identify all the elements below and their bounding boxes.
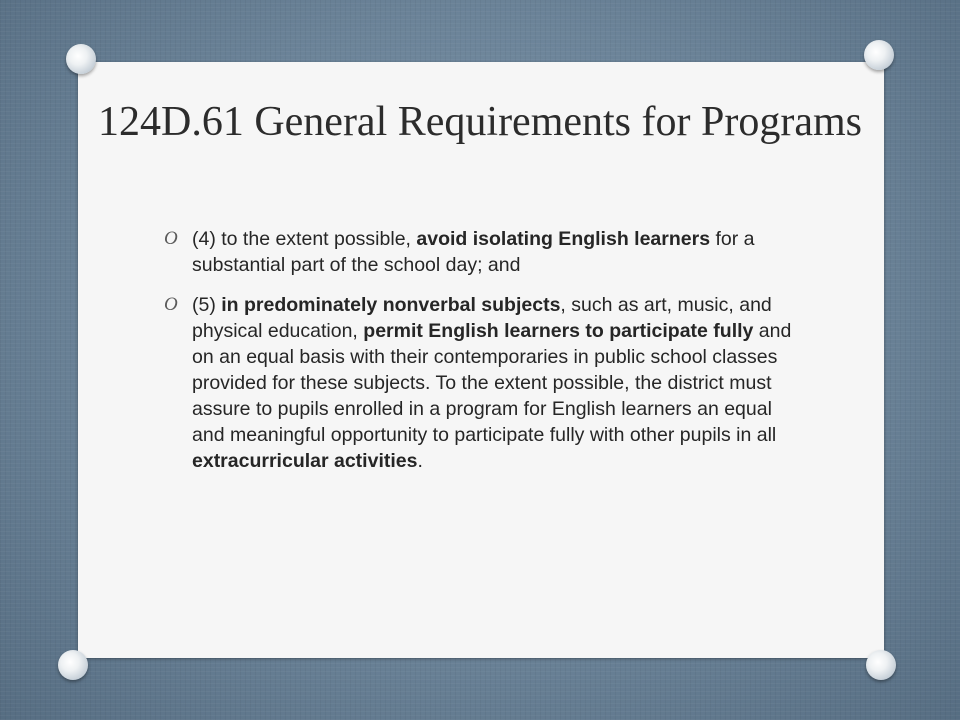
- bullet-list: [164, 226, 794, 488]
- bullet-text-segment-bold: in predominately nonverbal subjects: [221, 294, 561, 316]
- bullet-item: [164, 292, 794, 474]
- bullet-text-segment: and on an equal basis with their contemporaries in public school classes provided for these subjects. To the extent possible, the district must assure to pupils enrolled in a program for English learners an equal and meaningful opportunity to participate fully with other pupils in all: [192, 320, 792, 446]
- bullet-text: [192, 228, 754, 276]
- bullet-text-segment: .: [417, 450, 423, 472]
- bullet-text-segment-bold: permit English learners to participate fully: [363, 320, 754, 342]
- bullet-text: [192, 294, 791, 472]
- pushpin-icon: [866, 650, 896, 680]
- bullet-text-segment: for a substantial part of the school day; and: [192, 228, 755, 276]
- bullet-marker-icon: O: [164, 294, 178, 315]
- pushpin-icon: [66, 44, 96, 74]
- bullet-text-segment-bold: avoid isolating English learners: [416, 228, 711, 250]
- pushpin-icon: [58, 650, 88, 680]
- pushpin-icon: [864, 40, 894, 70]
- bullet-text-segment-bold: extracurricular activities: [192, 450, 418, 472]
- slide-title: 124D.61 General Requirements for Programs: [98, 99, 862, 145]
- bullet-marker-icon: O: [164, 228, 178, 249]
- bullet-text-segment: (5): [192, 294, 222, 316]
- bullet-item: [164, 226, 794, 278]
- bullet-text-segment: , such as art, music, and physical education,: [192, 294, 772, 342]
- bullet-text-segment: (4) to the extent possible,: [192, 228, 417, 250]
